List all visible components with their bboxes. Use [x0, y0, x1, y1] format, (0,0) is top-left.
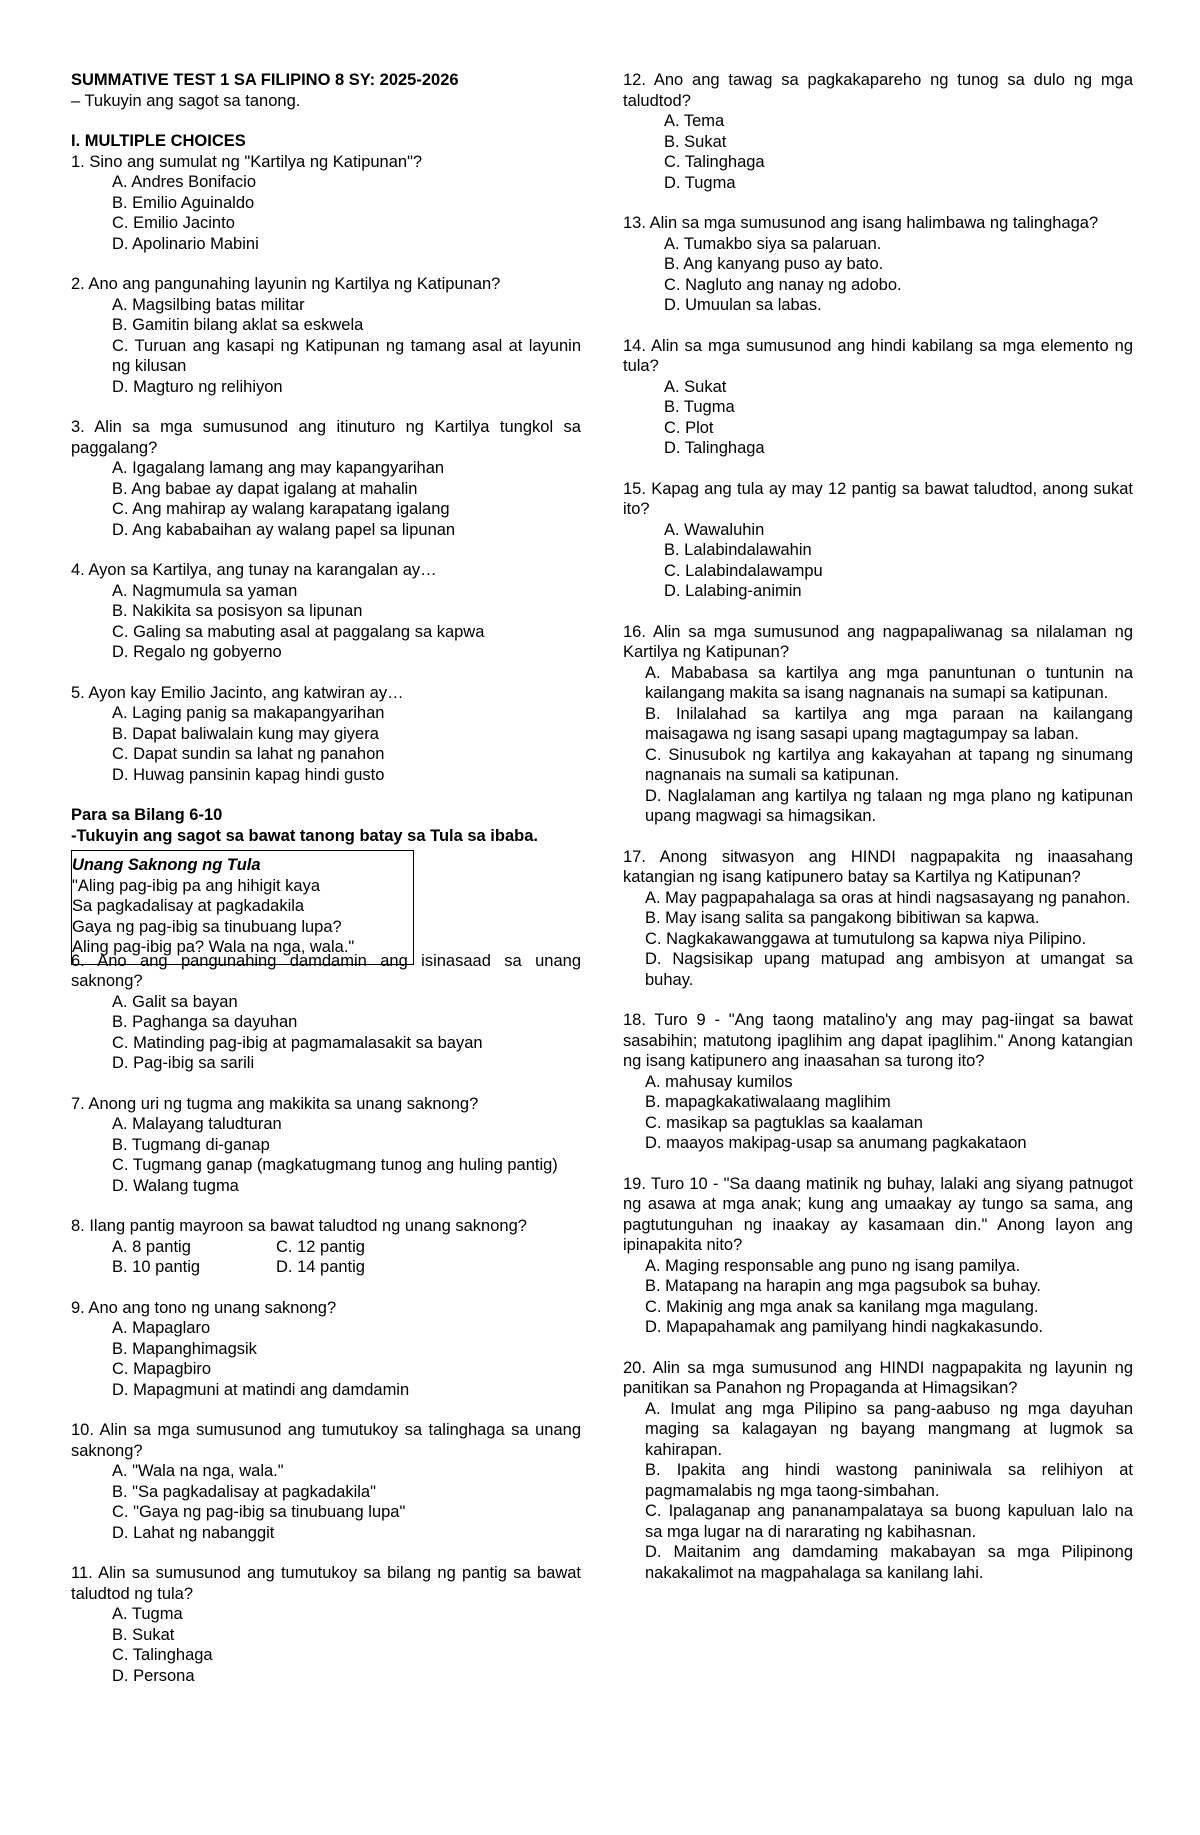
- option-a: A. 8 pantig: [112, 1237, 191, 1256]
- option-b: B. mapagkakatiwalaang maglihim: [645, 1093, 891, 1111]
- option-b: B. Paghanga sa dayuhan: [112, 1013, 298, 1031]
- option-b: B. Lalabindalawahin: [664, 541, 812, 559]
- option-a: A. Mapaglaro: [112, 1319, 211, 1337]
- question-text: 7. Anong uri ng tugma ang makikita sa unang saknong?: [71, 1094, 479, 1113]
- option-b: B. Gamitin bilang aklat sa eskwela: [112, 316, 364, 334]
- option-c: C. Sinusubok ng kartilya ang kakayahan at tapang ng sinumang nagnanais na sumali sa katipunan.: [645, 745, 1133, 784]
- option-c: C. Galing sa mabuting asal at paggalang sa kapwa: [112, 622, 485, 641]
- question-2: [71, 274, 581, 397]
- question-text: 11. Alin sa sumusunod ang tumutukoy sa bilang ng pantig sa bawat taludtod ng tula?: [71, 1564, 581, 1603]
- option-d: D. Magturo ng relihiyon: [112, 377, 283, 396]
- option-d: D. 14 pantig: [276, 1258, 365, 1276]
- question-text: 14. Alin sa mga sumusunod ang hindi kabilang sa mga elemento ng tula?: [623, 336, 1133, 375]
- question-text: 10. Alin sa mga sumusunod ang tumutukoy sa talinghaga sa unang saknong?: [71, 1421, 581, 1460]
- option-c: C. masikap sa pagtuklas sa kaalaman: [645, 1113, 923, 1132]
- option-a: A. May pagpapahalaga sa oras at hindi nagsasayang ng panahon.: [645, 888, 1131, 907]
- option-a: A. Igagalang lamang ang may kapangyarihan: [112, 459, 445, 477]
- question-9: [71, 1298, 581, 1401]
- option-a: A. Tugma: [112, 1605, 183, 1623]
- question-text: 5. Ayon kay Emilio Jacinto, ang katwiran ay…: [71, 683, 404, 702]
- passage-instructions: [71, 805, 581, 846]
- option-b: B. May isang salita sa pangakong bibitiwan sa kapwa.: [645, 909, 1040, 927]
- question-4: [71, 560, 581, 663]
- question-text: 15. Kapag ang tula ay may 12 pantig sa bawat taludtod, anong sukat ito?: [623, 479, 1133, 518]
- question-text: 17. Anong sitwasyon ang HINDI nagpapakita ng inaasahang katangian ng isang katipunero batay sa Kartilya ng Katipunan?: [623, 847, 1133, 886]
- poem-title: Unang Saknong ng Tula: [72, 856, 261, 874]
- option-b: B. Ipakita ang hindi wastong paniniwala sa relihiyon at pagmamalabis ng mga taong-simbahan.: [645, 1461, 1133, 1500]
- passage-title: Para sa Bilang 6-10: [71, 806, 223, 824]
- question-7: [71, 1094, 581, 1197]
- question-text: 2. Ano ang pangunahing layunin ng Kartilya ng Katipunan?: [71, 275, 501, 293]
- option-c: C. Emilio Jacinto: [112, 214, 235, 232]
- option-b: B. Sukat: [664, 132, 727, 151]
- option-a: A. Tumakbo siya sa palaruan.: [664, 234, 882, 253]
- question-1: [71, 152, 581, 255]
- option-d: D. Mapapahamak ang pamilyang hindi nagkakasundo.: [645, 1318, 1044, 1336]
- test-header: [71, 70, 581, 111]
- question-text: 16. Alin sa mga sumusunod ang nagpapaliwanag sa nilalaman ng Kartilya ng Katipunan?: [623, 622, 1133, 661]
- option-c: C. Makinig ang mga anak sa kanilang mga magulang.: [645, 1297, 1039, 1316]
- question-text: 8. Ilang pantig mayroon sa bawat taludtod ng unang saknong?: [71, 1217, 527, 1235]
- option-c: C. Ipalaganap ang pananampalataya sa buong kapuluan lalo na sa mga lugar na di nararating ng kabihasnan.: [645, 1502, 1133, 1541]
- option-d: D. Talinghaga: [664, 439, 765, 457]
- option-b: B. 10 pantig: [112, 1258, 201, 1276]
- option-a: A. Maging responsable ang puno ng isang pamilya.: [645, 1256, 1021, 1275]
- option-a: A. Nagmumula sa yaman: [112, 581, 298, 600]
- option-a: A. Laging panig sa makapangyarihan: [112, 704, 385, 722]
- passage-instruction: -Tukuyin ang sagot sa bawat tanong batay sa Tula sa ibaba.: [71, 826, 538, 845]
- option-c: C. Plot: [664, 418, 714, 437]
- option-d: D. Lalabing-animin: [664, 582, 802, 600]
- question-text: 6. Ano ang pangunahing damdamin ang isinasaad sa unang saknong?: [71, 951, 581, 990]
- option-b: B. Inilalahad sa kartilya ang mga paraan na kailangang maisagawa ng isang sasapi upang magtagumpay sa laban.: [645, 704, 1133, 743]
- option-a: A. Andres Bonifacio: [112, 173, 257, 191]
- option-c: C. Nagluto ang nanay ng adobo.: [664, 275, 902, 294]
- question-13: [623, 213, 1133, 316]
- option-a: A. Wawaluhin: [664, 520, 765, 539]
- question-5: [71, 683, 581, 786]
- option-a: A. Galit sa bayan: [112, 992, 238, 1011]
- question-text: 3. Alin sa mga sumusunod ang itinuturo ng Kartilya tungkol sa paggalang?: [71, 418, 581, 457]
- option-c: C. 12 pantig: [276, 1237, 365, 1256]
- option-b: B. Tugma: [664, 398, 735, 416]
- option-d: D. Umuulan sa labas.: [664, 296, 822, 314]
- option-b: B. Emilio Aguinaldo: [112, 193, 255, 212]
- option-d: D. Huwag pansinin kapag hindi gusto: [112, 765, 385, 784]
- poem-line: Sa pagkadalisay at pagkadakila: [72, 897, 305, 915]
- option-b: B. Nakikita sa posisyon sa lipunan: [112, 602, 363, 620]
- test-title: SUMMATIVE TEST 1 SA FILIPINO 8 SY: 2025-2026: [71, 71, 459, 89]
- question-text: 18. Turo 9 - "Ang taong matalino'y ang may pag-iingat sa bawat sasabihin; matutong ipaglihim ang dapat ipaglihim." Anong katangian ng isang katipunero ang inaasahan sa turong ito?: [623, 1011, 1133, 1070]
- left-column: [71, 70, 581, 1706]
- option-d: D. Mapagmuni at matindi ang damdamin: [112, 1380, 410, 1399]
- option-a: A. Mababasa sa kartilya ang mga panuntunan o tuntunin na kailangang makita sa isang nagnanais na sumapi sa katipunan.: [645, 663, 1133, 702]
- option-d: D. maayos makipag-usap sa anumang pagkakataon: [645, 1134, 1027, 1152]
- option-b: B. "Sa pagkadalisay at pagkadakila": [112, 1482, 376, 1501]
- option-d: D. Pag-ibig sa sarili: [112, 1054, 255, 1072]
- option-c: C. "Gaya ng pag-ibig sa tinubuang lupa": [112, 1503, 406, 1521]
- poem-line: "Aling pag-ibig pa ang hihigit kaya: [72, 876, 321, 895]
- question-8: [71, 1216, 581, 1278]
- question-14: [623, 336, 1133, 459]
- option-a: A. Tema: [664, 112, 725, 130]
- option-b: B. Ang kanyang puso ay bato.: [664, 255, 884, 273]
- option-a: A. "Wala na nga, wala.": [112, 1462, 284, 1480]
- option-b: B. Matapang na harapin ang mga pagsubok sa buhay.: [645, 1277, 1041, 1295]
- option-c: C. Ang mahirap ay walang karapatang igalang: [112, 500, 450, 518]
- right-column: [623, 70, 1133, 1603]
- option-a: A. Magsilbing batas militar: [112, 295, 305, 314]
- option-b: B. Ang babae ay dapat igalang at mahalin: [112, 479, 418, 498]
- option-c: C. Nagkakawanggawa at tumutulong sa kapwa niya Pilipino.: [645, 929, 1087, 948]
- option-d: D. Walang tugma: [112, 1176, 239, 1195]
- option-a: A. Sukat: [664, 377, 727, 396]
- question-text: 9. Ano ang tono ng unang saknong?: [71, 1298, 337, 1317]
- option-b: B. Tugmang di-ganap: [112, 1135, 270, 1154]
- question-15: [623, 479, 1133, 602]
- option-c: C. Tugmang ganap (magkatugmang tunog ang huling pantig): [112, 1156, 558, 1174]
- section-title: I. MULTIPLE CHOICES: [71, 132, 246, 150]
- option-b: B. Sukat: [112, 1625, 175, 1644]
- question-text: 1. Sino ang sumulat ng "Kartilya ng Katipunan"?: [71, 152, 423, 171]
- question-text: 20. Alin sa mga sumusunod ang HINDI nagpapakita ng layunin ng panitikan sa Panahon ng Propaganda at Himagsikan?: [623, 1358, 1133, 1397]
- option-c: C. Talinghaga: [112, 1646, 213, 1664]
- poem-line: Aling pag-ibig pa? Wala na nga, wala.": [72, 938, 355, 956]
- option-d: D. Maitanim ang damdaming makabayan sa mga Pilipinong nakakalimot na magpahalaga sa kanilang lahi.: [645, 1543, 1133, 1582]
- option-c: C. Mapagbiro: [112, 1360, 212, 1378]
- option-d: D. Ang kababaihan ay walang papel sa lipunan: [112, 520, 456, 539]
- question-17: [623, 847, 1133, 991]
- option-d: D. Naglalaman ang kartilya ng talaan ng mga plano ng katipunan upang magwagi sa himagsikan.: [645, 786, 1133, 825]
- option-d: D. Regalo ng gobyerno: [112, 643, 282, 661]
- question-6: [71, 951, 581, 1074]
- question-text: 4. Ayon sa Kartilya, ang tunay na karangalan ay…: [71, 561, 437, 579]
- option-a: A. Imulat ang mga Pilipino sa pang-aabuso ng mga dayuhan maging sa kalagayan ng bayang mangmang at lugmok sa kahirapan.: [645, 1399, 1133, 1459]
- question-10: [71, 1420, 581, 1543]
- question-20: [623, 1358, 1133, 1584]
- option-d: D. Nagsisikap upang matupad ang ambisyon at umangat sa buhay.: [645, 950, 1133, 989]
- option-c: C. Talinghaga: [664, 153, 765, 171]
- option-d: D. Tugma: [664, 173, 736, 192]
- question-3: [71, 417, 581, 540]
- question-11: [71, 1563, 581, 1686]
- option-c: C. Lalabindalawampu: [664, 561, 823, 580]
- option-c: C. Dapat sundin sa lahat ng panahon: [112, 745, 385, 763]
- option-d: D. Persona: [112, 1666, 195, 1685]
- option-d: D. Apolinario Mabini: [112, 234, 259, 253]
- question-16: [623, 622, 1133, 827]
- question-19: [623, 1174, 1133, 1338]
- test-instruction: – Tukuyin ang sagot sa tanong.: [71, 91, 301, 110]
- poem-line: Gaya ng pag-ibig sa tinubuang lupa?: [72, 917, 342, 936]
- option-c: C. Turuan ang kasapi ng Katipunan ng tamang asal at layunin ng kilusan: [112, 336, 581, 375]
- options-grid: [71, 1237, 581, 1278]
- option-b: B. Mapanghimagsik: [112, 1339, 257, 1358]
- question-18: [623, 1010, 1133, 1154]
- question-text: 12. Ano ang tawag sa pagkakapareho ng tunog sa dulo ng mga taludtod?: [623, 71, 1133, 110]
- option-a: A. Malayang taludturan: [112, 1115, 282, 1133]
- option-b: B. Dapat baliwalain kung may giyera: [112, 724, 379, 743]
- option-a: A. mahusay kumilos: [645, 1072, 793, 1091]
- poem-box: [71, 850, 414, 965]
- question-text: 13. Alin sa mga sumusunod ang isang halimbawa ng talinghaga?: [623, 214, 1099, 232]
- option-c: C. Matinding pag-ibig at pagmamalasakit sa bayan: [112, 1033, 483, 1052]
- option-d: D. Lahat ng nabanggit: [112, 1523, 275, 1542]
- question-12: [623, 70, 1133, 193]
- question-text: 19. Turo 10 - "Sa daang matinik ng buhay, lalaki ang siyang patnugot ng asawa at mga anak; kung ang umaakay ay tungo sa sama, ang pagtutunguhan ng inaakay ay kasamaan din." Anong layon ang ipinapakita nito?: [623, 1174, 1133, 1254]
